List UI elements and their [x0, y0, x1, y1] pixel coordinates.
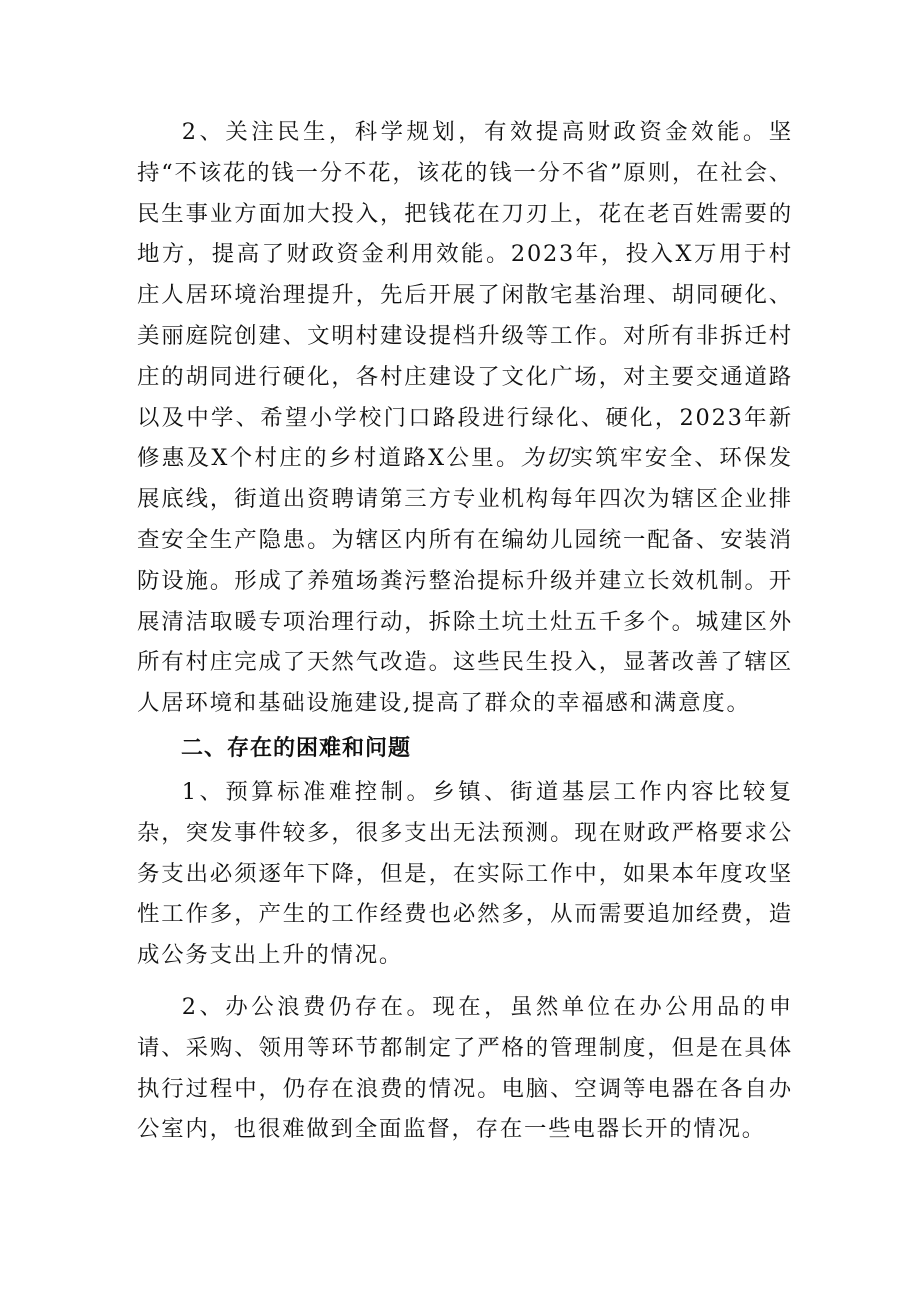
document-page	[137, 112, 793, 1150]
paragraph-livelihood	[137, 112, 793, 724]
paragraph-livelihood-text-b: 实筑牢安全、环保发展底线，街道出资聘请第三方专业机构每年四次为辖区企业排查安全生产隐患。为辖区内所有在编幼儿园统一配备、安装消防设施。形成了养殖场粪污整治提标升级并建立长效机制。开展清洁取暖专项治理行动，拆除土坑土灶五千多个。城建区外所有村庄完成了天然气改造。这些民生投入，显著改善了辖区人居环境和基础设施建设,提高了群众的幸福感和满意度。	[137, 445, 793, 717]
paragraph-livelihood-text-a: 2、关注民生，科学规划，有效提高财政资金效能。坚持“不该花的钱一分不花，该花的钱一分不省”原则，在社会、民生事业方面加大投入，把钱花在刀刃上，花在老百姓需要的地方，提高了财政资金利用效能。2023年，投入X万用于村庄人居环境治理提升，先后开展了闲散宅基治理、胡同硬化、美丽庭院创建、文明村建设提档升级等工作。对所有非拆迁村庄的胡同进行硬化，各村庄建设了文化广场，对主要交通道路以及中学、希望小学校门口路段进行绿化、硬化，2023年新修惠及X个村庄的乡村道路X公里。	[137, 119, 793, 472]
paragraph-livelihood-italic: 为切	[520, 445, 571, 472]
paragraph-office-waste: 2、办公浪费仍存在。现在，虽然单位在办公用品的申请、采购、领用等环节都制定了严格的管理制度，但是在具体执行过程中，仍存在浪费的情况。电脑、空调等电器在各自办公室内，也很难做到全面监督，存在一些电器长开的情况。	[137, 993, 793, 1143]
paragraph-budget-control: 1、预算标准难控制。乡镇、街道基层工作内容比较复杂，突发事件较多，很多支出无法预测。现在财政严格要求公务支出必须逐年下降，但是，在实际工作中，如果本年度攻坚性工作多，产生的工作经费也必然多，从而需要追加经费，造成公务支出上升的情况。	[137, 778, 793, 969]
section-heading-problems: 二、存在的困难和问题	[181, 735, 412, 761]
